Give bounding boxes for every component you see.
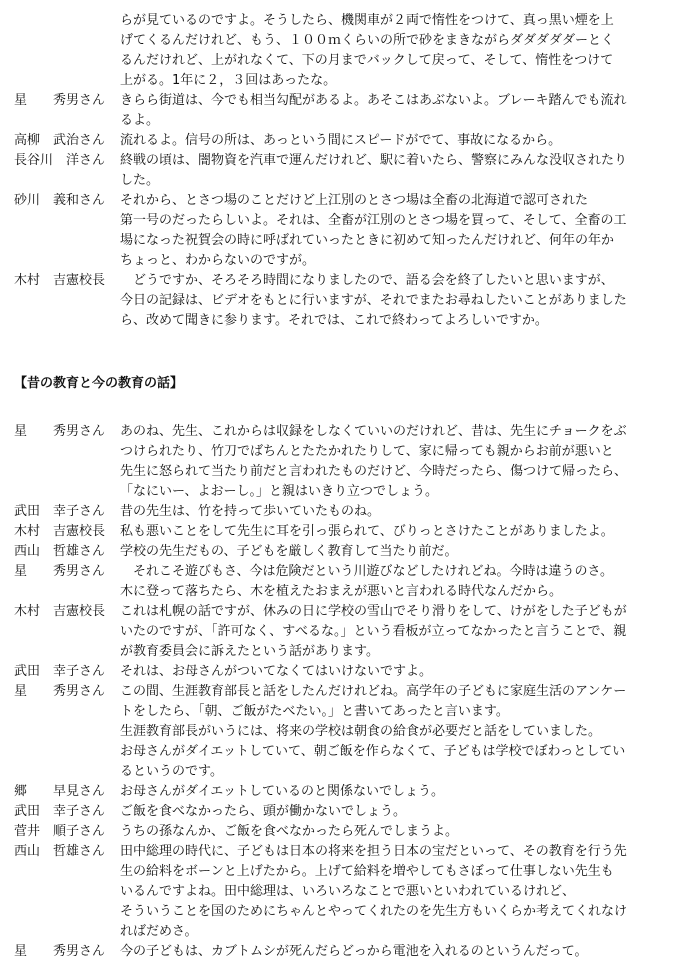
- speaker-name: 長谷川 洋さん: [14, 153, 106, 168]
- transcript-entry: [0, 11, 650, 91]
- utterance: [120, 11, 650, 91]
- utterance-line: 生の給料をボーンと上げたから。上げて給料を増やしてもさぼって仕事しない先生も: [120, 864, 614, 879]
- utterance: [120, 151, 650, 191]
- utterance-line: そういうことを国のためにちゃんとやってくれたのを先生方もいくらか考えてくれなけ: [120, 904, 628, 919]
- utterance: [120, 662, 650, 682]
- transcript-entry: [0, 422, 650, 502]
- transcript-entry: [0, 542, 650, 562]
- utterance-line: いたのですが、「許可なく、すべるな。」という看板が立ってなかったと言うことで、親: [120, 624, 627, 639]
- utterance: [120, 562, 650, 602]
- utterance-line: 「なにいー、よおーし。」と親はいきり立つでしょう。: [120, 484, 438, 499]
- transcript-entry: [0, 562, 650, 602]
- utterance: [120, 422, 650, 502]
- utterance-line: 生涯教育部長がいうには、将来の学校は朝食の給食が必要だと話をしていました。: [120, 724, 602, 739]
- utterance: [120, 942, 650, 962]
- transcript-entry: [0, 802, 650, 822]
- utterance-line: 私も悪いことをして先生に耳を引っ張られて、びりっとさけたことがありましたよ。: [120, 524, 614, 539]
- speaker-name: 星 秀男さん: [14, 684, 106, 699]
- utterance-line: この間、生涯教育部長と話をしたんだけれどね。高学年の子どもに家庭生活のアンケー: [120, 684, 627, 699]
- transcript-entry: [0, 91, 650, 131]
- utterance-line: ちょっと、わからないのですが。: [120, 253, 316, 268]
- utterance: [120, 822, 650, 842]
- speaker-name: 砂川 義和さん: [14, 193, 106, 208]
- speaker-name: 武田 幸子さん: [14, 804, 106, 819]
- utterance-line: が教育委員会に訴えたという話があります。: [120, 644, 379, 659]
- utterance-line: いるんですよね。田中総理は、いろいろなことで悪いといわれているけれど、: [120, 884, 576, 899]
- utterance-line: トをしたら、「朝、ご飯がたべたい。」と書いてあったと言います。: [120, 704, 509, 719]
- utterance-line: らが見ているのですよ。そうしたら、機関車が２両で惰性をつけて、真っ黒い煙を上: [120, 13, 614, 28]
- speaker-name: 木村 吉憲校長: [14, 524, 106, 539]
- utterance-line: それこそ遊びもさ、今は危険だという川遊びなどしたけれどね。今時は違うのさ。: [120, 564, 613, 579]
- speaker-name: 西山 哲雄さん: [14, 844, 106, 859]
- utterance-line: ればだめさ。: [120, 924, 198, 939]
- utterance: [120, 502, 650, 522]
- utterance: [120, 91, 650, 131]
- utterance-line: きらら街道は、今でも相当勾配があるよ。あそこはあぶないよ。ブレーキ踏んでも流れ: [120, 93, 627, 108]
- utterance-line: 田中総理の時代に、子どもは日本の将来を担う日本の宝だといって、その教育を行う先: [120, 844, 627, 859]
- utterance-line: 昔の先生は、竹を持って歩いていたものね。: [120, 504, 381, 519]
- utterance: [120, 522, 650, 542]
- speaker-name: 星 秀男さん: [14, 93, 106, 108]
- utterance: [120, 271, 650, 331]
- utterance: [120, 842, 650, 942]
- utterance: [120, 802, 650, 822]
- transcript-entry: [0, 271, 650, 331]
- utterance: [120, 191, 650, 271]
- utterance: [120, 602, 650, 662]
- utterance-line: るというのです。: [120, 764, 223, 779]
- utterance: [120, 131, 650, 151]
- utterance-line: 先生に怒られて当たり前だと言われたものだけど、今時だったら、傷つけて帰ったら、: [120, 464, 628, 479]
- utterance-line: ら、改めて聞きに参ります。それでは、これで終わってよろしいですか。: [120, 313, 548, 328]
- utterance: [120, 782, 650, 802]
- speaker-name: 木村 吉憲校長: [14, 273, 106, 288]
- utterance-line: るよ。: [120, 113, 160, 128]
- transcript-entry: [0, 502, 650, 522]
- utterance-line: つけられたり、竹刀でばちんとたたかれたりして、家に帰っても親からお前が悪いと: [120, 444, 614, 459]
- transcript-entry: [0, 191, 650, 271]
- utterance-line: お母さんがダイエットしていて、朝ご飯を作らなくて、子どもは学校でぼわっとしてい: [120, 744, 626, 759]
- utterance: [120, 542, 650, 562]
- transcript-section-2: [0, 422, 650, 962]
- transcript-entry: [0, 682, 650, 782]
- utterance-line: 学校の先生だもの、子どもを厳しく教育して当たり前だ。: [120, 544, 458, 559]
- speaker-name: 木村 吉憲校長: [14, 604, 106, 619]
- utterance-line: それから、とさつ場のことだけど上江別のとさつ場は全畜の北海道で認可された: [120, 193, 589, 208]
- utterance-line: 木に登って落ちたら、木を植えたおまえが悪いと言われる時代なんだから。: [120, 584, 563, 599]
- speaker-name: 郷 早見さん: [14, 784, 106, 799]
- speaker-name: 高柳 武治さん: [14, 133, 106, 148]
- utterance-line: それは、お母さんがついてなくてはいけないですよ。: [120, 664, 433, 679]
- utterance-line: 終戦の頃は、闇物資を汽車で運んだけれど、駅に着いたら、警察にみんな没収されたり: [120, 153, 628, 168]
- utterance-line: お母さんがダイエットしているのと関係ないでしょう。: [120, 784, 444, 799]
- speaker-name: 武田 幸子さん: [14, 664, 106, 679]
- utterance-line: 今日の記録は、ビデオをもとに行いますが、それでまたお尋ねしたいことがありました: [120, 293, 627, 308]
- utterance-line: これは札幌の話ですが、休みの日に学校の雪山でそり滑りをして、けがをした子どもが: [120, 604, 627, 619]
- utterance-line: あのね、先生、これからは収録をしなくていいのだけれど、昔は、先生にチョークをぶ: [120, 424, 627, 439]
- speaker-name: 星 秀男さん: [14, 424, 106, 439]
- transcript-entry: [0, 822, 650, 842]
- section-heading: 【昔の教育と今の教育の話】: [14, 376, 184, 391]
- transcript-entry: [0, 131, 650, 151]
- speaker-name: 菅井 順子さん: [14, 824, 106, 839]
- utterance-line: どうですか、そろそろ時間になりましたので、語る会を終了したいと思いますが、: [120, 273, 614, 288]
- speaker-name: 星 秀男さん: [14, 944, 106, 959]
- utterance-line: 上がる。1年に２，３回はあったな。: [120, 73, 337, 88]
- utterance-line: うちの孫なんか、ご飯を食べなかったら死んでしまうよ。: [120, 824, 459, 839]
- transcript-entry: [0, 842, 650, 942]
- transcript-entry: [0, 151, 650, 191]
- utterance-line: 今の子どもは、カブトムシが死んだらどっから電池を入れるのというんだって。: [120, 944, 588, 959]
- speaker-name: 武田 幸子さん: [14, 504, 106, 519]
- transcript-entry: [0, 662, 650, 682]
- utterance-line: 場になった祝賀会の時に呼ばれていったときに初めて知ったんだけれど、何年の年か: [120, 233, 615, 248]
- transcript-entry: [0, 782, 650, 802]
- transcript-section-1: [0, 11, 650, 331]
- transcript-entry: [0, 602, 650, 662]
- speaker-name: 星 秀男さん: [14, 564, 106, 579]
- utterance-line: げてくるんだけれど、もう、１００ｍくらいの所で砂をまきながらダダダダダーとく: [120, 33, 615, 48]
- speaker-name: 西山 哲雄さん: [14, 544, 106, 559]
- utterance-line: 第一号のだったらしいよ。それは、全畜が江別のとさつ場を買って、そして、全畜の工: [120, 213, 627, 228]
- utterance-line: るんだけれど、上がれなくて、下の月までバックして戻って、そして、惰性をつけて: [120, 53, 614, 68]
- utterance-line: した。: [120, 173, 160, 188]
- transcript-entry: [0, 522, 650, 542]
- utterance-line: 流れるよ。信号の所は、あっという間にスピードがでて、事故になるから。: [120, 133, 562, 148]
- utterance-line: ご飯を食べなかったら、頭が働かないでしょう。: [120, 804, 407, 819]
- utterance: [120, 682, 650, 782]
- transcript-entry: [0, 942, 650, 962]
